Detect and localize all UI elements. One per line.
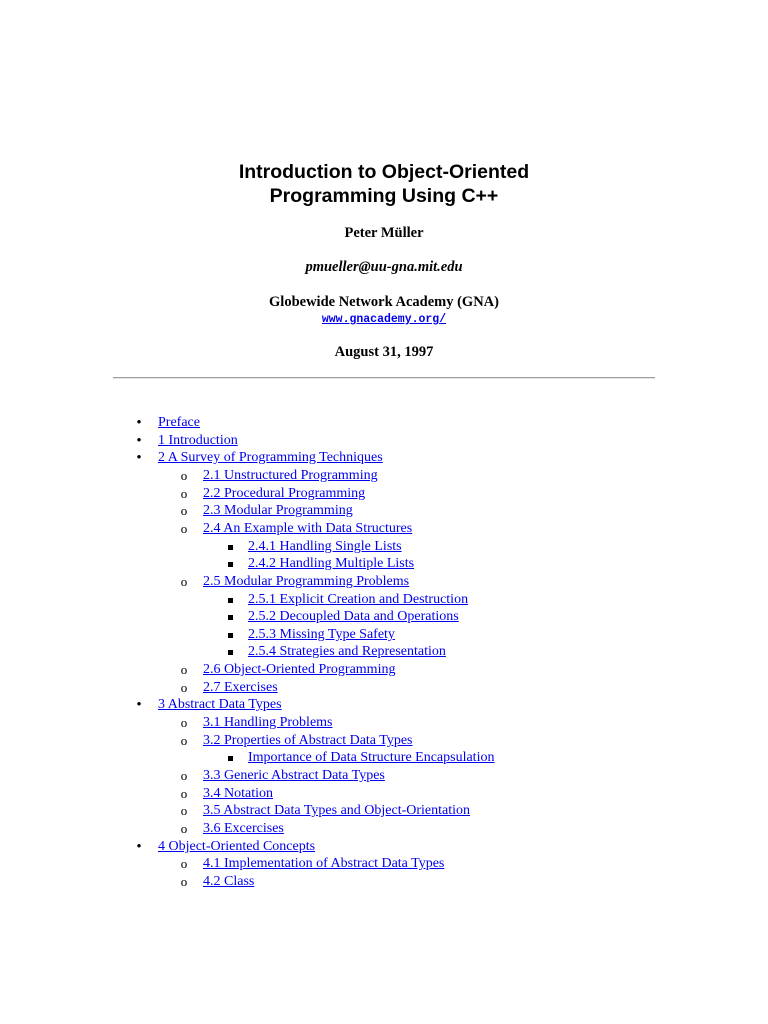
toc-link[interactable]: 2 A Survey of Programming Techniques: [158, 450, 383, 465]
toc-list-item: [248, 538, 402, 556]
toc-link[interactable]: 4.1 Implementation of Abstract Data Types: [203, 856, 445, 871]
square-bullet-icon: [220, 538, 240, 556]
disc-bullet-icon: [129, 838, 149, 856]
toc-list-item: [248, 749, 494, 767]
circle-bullet-icon: [174, 767, 194, 785]
toc-link[interactable]: 2.3 Modular Programming: [203, 503, 353, 518]
disc-bullet-icon: [129, 432, 149, 450]
toc-link[interactable]: 2.4 An Example with Data Structures: [203, 521, 413, 536]
toc-link[interactable]: 2.4.2 Handling Multiple Lists: [248, 556, 415, 571]
toc-list-item: [248, 591, 468, 609]
toc-list-item: [158, 449, 383, 467]
square-bullet-icon: [220, 626, 240, 644]
toc-list-item: [158, 696, 282, 714]
publication-date: August 31, 1997: [334, 344, 434, 360]
toc-list-item: [203, 855, 444, 873]
square-bullet-icon: [220, 749, 240, 767]
toc-link[interactable]: 2.7 Exercises: [203, 680, 278, 695]
circle-bullet-icon: [174, 855, 194, 873]
toc-list-item: [248, 626, 395, 644]
toc-list-item: [248, 608, 459, 626]
toc-list-item: [203, 679, 278, 697]
circle-bullet-icon: [174, 661, 194, 679]
toc-list-item: [203, 485, 365, 503]
toc-link[interactable]: 2.5 Modular Programming Problems: [203, 574, 410, 589]
square-bullet-icon: [220, 555, 240, 573]
toc-link[interactable]: 2.1 Unstructured Programming: [203, 468, 378, 483]
organization-name: Globewide Network Academy (GNA): [269, 294, 499, 310]
circle-bullet-icon: [174, 785, 194, 803]
disc-bullet-icon: [129, 449, 149, 467]
toc-list-item: [248, 555, 414, 573]
circle-bullet-icon: [174, 873, 194, 891]
toc-link[interactable]: 2.2 Procedural Programming: [203, 486, 366, 501]
toc-link[interactable]: 3.6 Excercises: [203, 821, 284, 836]
toc-link[interactable]: 2.6 Object-Oriented Programming: [203, 662, 396, 677]
author-email: pmueller@uu-gna.mit.edu: [305, 259, 463, 275]
toc-link[interactable]: 3.3 Generic Abstract Data Types: [203, 768, 385, 783]
toc-list-item: [203, 661, 395, 679]
circle-bullet-icon: [174, 732, 194, 750]
toc-list-item: [203, 785, 273, 803]
toc-link[interactable]: 3.1 Handling Problems: [203, 715, 333, 730]
toc-list-item: [203, 520, 412, 538]
toc-link[interactable]: 3 Abstract Data Types: [158, 697, 282, 712]
square-bullet-icon: [220, 643, 240, 661]
toc-link[interactable]: 4 Object-Oriented Concepts: [158, 839, 316, 854]
circle-bullet-icon: [174, 714, 194, 732]
toc-list-item: [203, 873, 254, 891]
circle-bullet-icon: [174, 802, 194, 820]
toc-link[interactable]: 2.5.2 Decoupled Data and Operations: [248, 609, 459, 624]
circle-bullet-icon: [174, 502, 194, 520]
toc-link[interactable]: 3.5 Abstract Data Types and Object-Orientation: [203, 803, 471, 818]
square-bullet-icon: [220, 608, 240, 626]
toc-list-item: [158, 432, 238, 450]
toc-link[interactable]: 3.2 Properties of Abstract Data Types: [203, 733, 413, 748]
toc-link[interactable]: 2.5.1 Explicit Creation and Destruction: [248, 592, 469, 607]
toc-list-item: [203, 502, 353, 520]
organization-url-link[interactable]: www.gnacademy.org/: [321, 313, 447, 326]
toc-link[interactable]: 1 Introduction: [158, 433, 238, 448]
toc-list-item: [203, 467, 378, 485]
toc-link[interactable]: Preface: [158, 415, 200, 430]
toc-link[interactable]: 2.4.1 Handling Single Lists: [248, 539, 402, 554]
page-title-line-1: Introduction to Object-Oriented: [238, 161, 530, 183]
toc-list-item: [203, 767, 385, 785]
disc-bullet-icon: [129, 414, 149, 432]
toc-list-item: [158, 414, 200, 432]
circle-bullet-icon: [174, 679, 194, 697]
toc-link[interactable]: Importance of Data Structure Encapsulation: [248, 750, 495, 765]
toc-link[interactable]: 4.2 Class: [203, 874, 255, 889]
circle-bullet-icon: [174, 520, 194, 538]
toc-link[interactable]: 2.5.3 Missing Type Safety: [248, 627, 395, 642]
toc-list-item: [203, 714, 333, 732]
toc-list-item: [203, 820, 284, 838]
square-bullet-icon: [220, 591, 240, 609]
toc-link[interactable]: 3.4 Notation: [203, 786, 273, 801]
toc-list-item: [203, 732, 413, 750]
toc-list-item: [203, 573, 409, 591]
toc-list-item: [248, 643, 446, 661]
circle-bullet-icon: [174, 467, 194, 485]
circle-bullet-icon: [174, 573, 194, 591]
author-name: Peter Müller: [344, 225, 424, 241]
circle-bullet-icon: [174, 820, 194, 838]
toc-list-item: [158, 838, 315, 856]
toc-link[interactable]: 2.5.4 Strategies and Representation: [248, 644, 446, 659]
page-title-line-2: Programming Using C++: [269, 185, 499, 207]
toc-list-item: [203, 802, 470, 820]
disc-bullet-icon: [129, 696, 149, 714]
circle-bullet-icon: [174, 485, 194, 503]
